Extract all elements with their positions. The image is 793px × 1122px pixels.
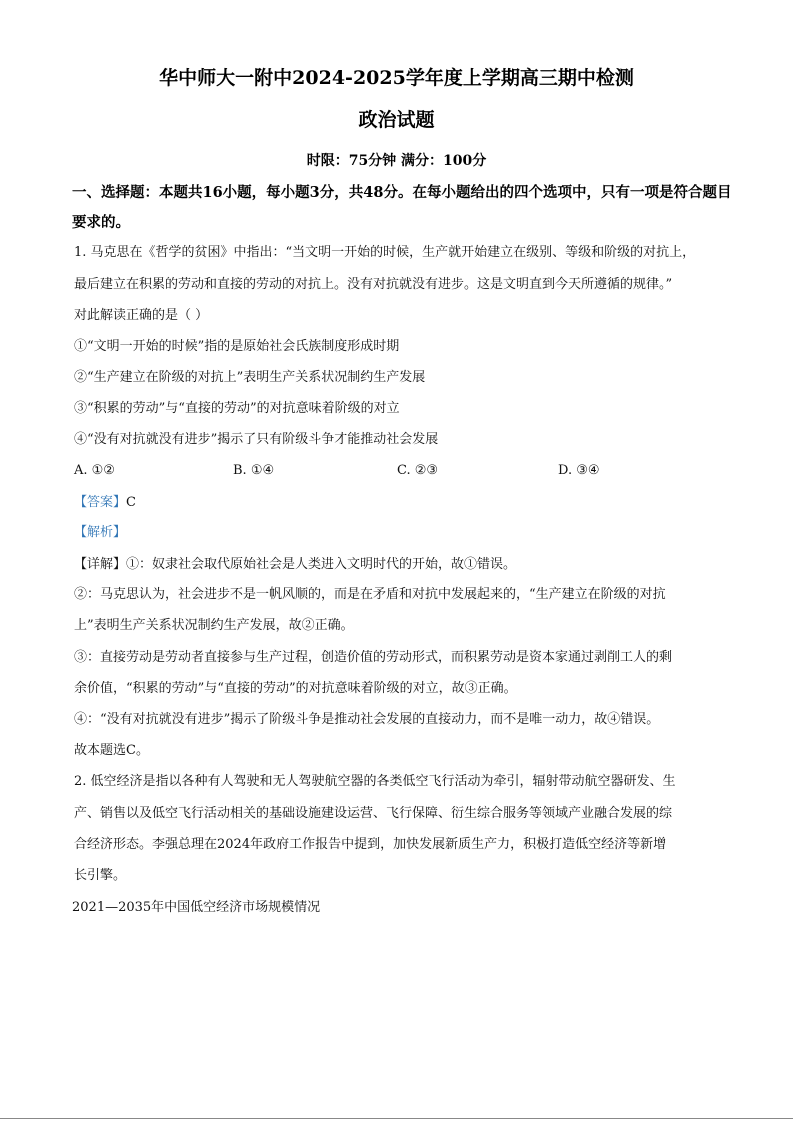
q1-detail-line: 上”表明生产关系状况制约生产发展，故②正确。 — [74, 618, 354, 633]
q2-stem-line: 长引擎。 — [74, 868, 127, 883]
q1-item: ④“没有对抗就没有进步”揭示了只有阶级斗争才能推动社会发展 — [74, 432, 439, 447]
q1-option-d: D. ③④ — [558, 463, 600, 478]
q1-item: ③“积累的劳动”与“直接的劳动”的对抗意味着阶级的对立 — [74, 401, 400, 416]
q1-answer — [74, 494, 136, 512]
q1-stem-line: 对此解读正确的是（ ） — [74, 308, 209, 323]
q1-analysis-label: 【解析】 — [74, 525, 127, 540]
q1-option-c: C. ②③ — [397, 463, 439, 478]
q1-item: ②“生产建立在阶级的对抗上”表明生产关系状况制约生产发展 — [74, 370, 426, 385]
q1-detail-line: 余价值，“积累的劳动”与“直接的劳动”的对抗意味着阶级的对立，故③正确。 — [74, 681, 517, 696]
section-heading: 一、选择题：本题共16小题，每小题3分，共48分。在每小题给出的四个选项中，只有一项是符合题目要求的。 — [72, 184, 732, 231]
q2-stem-line: 合经济形态。李强总理在2024年政府工作报告中提到，加快发展新质生产力，积极打造低空经济等新增 — [74, 837, 667, 852]
q1-detail-line: ②：马克思认为，社会进步不是一帆风顺的，而是在矛盾和对抗中发展起来的，“生产建立在阶级的对抗 — [74, 587, 666, 602]
answer-label: 【答案】 — [74, 495, 127, 510]
q2-stem-line: 2. 低空经济是指以各种有人驾驶和无人驾驶航空器的各类低空飞行活动为牵引，辐射带动航空器研发、生 — [74, 774, 676, 789]
q1-detail-line: 故本题选C。 — [74, 743, 149, 758]
answer-value: C — [126, 495, 136, 510]
exam-meta: 时限：75分钟 满分：100分 — [306, 153, 487, 169]
chart-caption: 2021—2035年中国低空经济市场规模情况 — [72, 900, 321, 915]
q1-option-b: B. ①④ — [233, 463, 275, 478]
q1-stem-line: 1. 马克思在《哲学的贫困》中指出：“当文明一开始的时候，生产就开始建立在级别、等级和阶级的对抗上， — [74, 245, 696, 260]
q2-stem-line: 产、销售以及低空飞行活动相关的基础设施建设运营、飞行保障、衍生综合服务等领域产业融合发展的综 — [74, 806, 673, 821]
q1-item: ①“文明一开始的时候”指的是原始社会氏族制度形成时期 — [74, 339, 400, 354]
page-bottom-rule — [0, 1118, 793, 1119]
exam-title: 华中师大一附中2024-2025学年度上学期高三期中检测 — [159, 67, 634, 89]
q1-stem-line: 最后建立在积累的劳动和直接的劳动的对抗上。没有对抗就没有进步。这是文明直到今天所遵循的规律。” — [74, 277, 673, 292]
q1-detail-line: 【详解】①：奴隶社会取代原始社会是人类进入文明时代的开始，故①错误。 — [74, 557, 517, 572]
q1-option-a: A. ①② — [74, 463, 115, 478]
q1-detail-line: ④：“没有对抗就没有进步”揭示了阶级斗争是推动社会发展的直接动力，而不是唯一动力，故④错误。 — [74, 712, 660, 727]
subject-title: 政治试题 — [358, 109, 435, 131]
q1-detail-line: ③：直接劳动是劳动者直接参与生产过程，创造价值的劳动形式，而积累劳动是资本家通过剥削工人的剩 — [74, 650, 673, 665]
